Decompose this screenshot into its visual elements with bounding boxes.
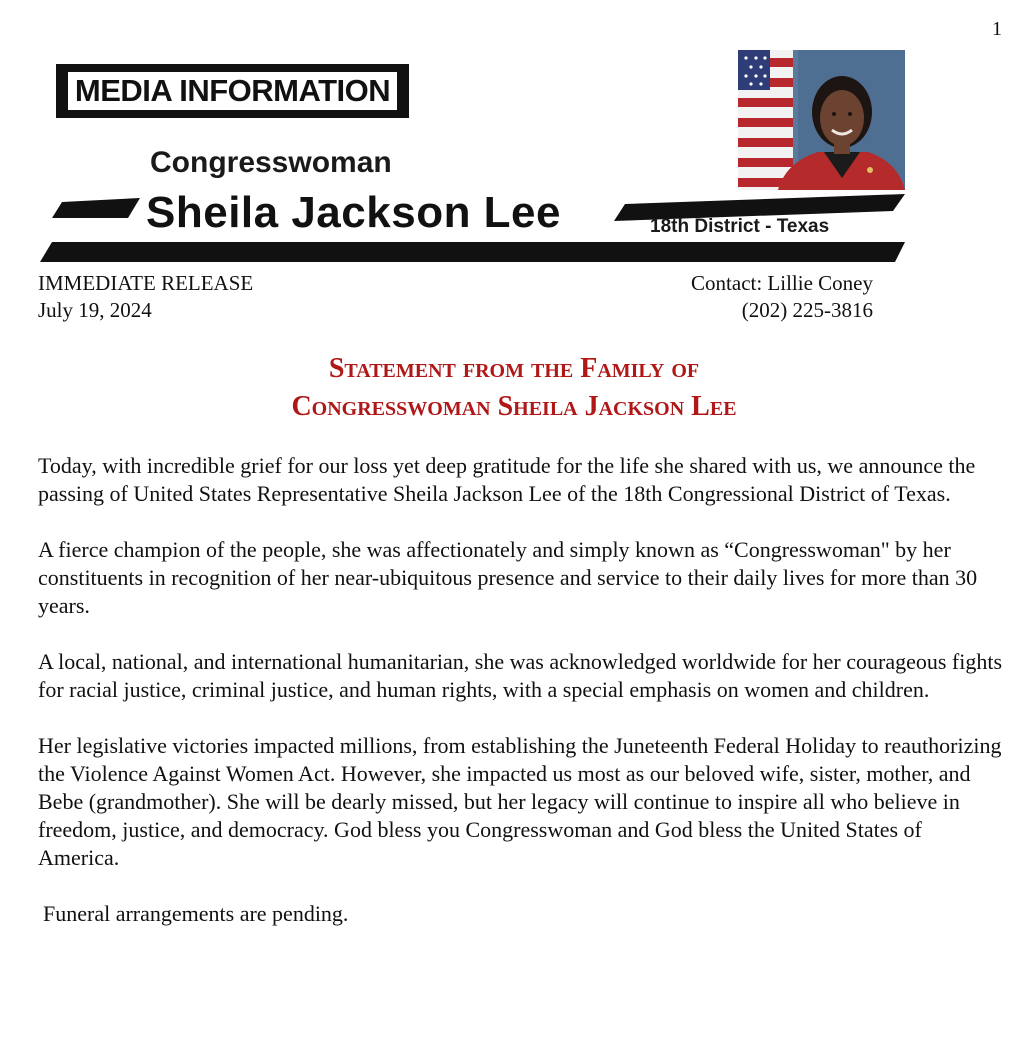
district-label: 18th District - Texas xyxy=(650,216,830,237)
release-type: IMMEDIATE RELEASE xyxy=(38,271,254,295)
paragraph: A fierce champion of the people, she was affectionately and simply known as “Congresswoman" by her constituents in recognition of her near-ubiquitous presence and service to their daily lives for more than 30 years. xyxy=(38,537,978,618)
headline-line-1: Statement from the Family of xyxy=(328,353,700,384)
contact-phone: (202) 225-3816 xyxy=(741,298,873,322)
contact-name: Contact: Lillie Coney xyxy=(691,271,873,295)
statement-body xyxy=(38,452,1003,956)
congresswoman-title: Congresswoman xyxy=(150,146,392,179)
paragraph: Her legislative victories impacted millions, from establishing the Juneteenth Federal Holiday to reauthorizing the Violence Against Women Act. However, she impacted us most as our beloved wife, sister, mother, and Bebe (grandmother). She will be dearly missed, but her legacy will continue to inspire all who believe in freedom, justice, and democracy. God bless you Congresswoman and God bless the United States of America. xyxy=(38,733,1002,870)
closing-note: Funeral arrangements are pending. xyxy=(43,901,349,926)
statement-headline xyxy=(0,350,1028,426)
congresswoman-portrait xyxy=(738,50,905,190)
release-date: July 19, 2024 xyxy=(38,298,152,322)
headline-line-2: Congresswoman Sheila Jackson Lee xyxy=(291,391,737,422)
congresswoman-name: Sheila Jackson Lee xyxy=(146,188,561,237)
paragraph: Today, with incredible grief for our loss yet deep gratitude for the life she shared with us, we announce the passing of United States Representative Sheila Jackson Lee of the 18th Congressional District of Texas. xyxy=(38,453,976,506)
contact-info xyxy=(648,270,873,324)
page-number: 1 xyxy=(992,18,1002,40)
media-information-label: MEDIA INFORMATION xyxy=(56,64,409,118)
release-info xyxy=(38,270,253,324)
paragraph: A local, national, and international humanitarian, she was acknowledged worldwide for her courageous fights for racial justice, criminal justice, and human rights, with a special emphasis on women and children. xyxy=(38,649,1003,702)
